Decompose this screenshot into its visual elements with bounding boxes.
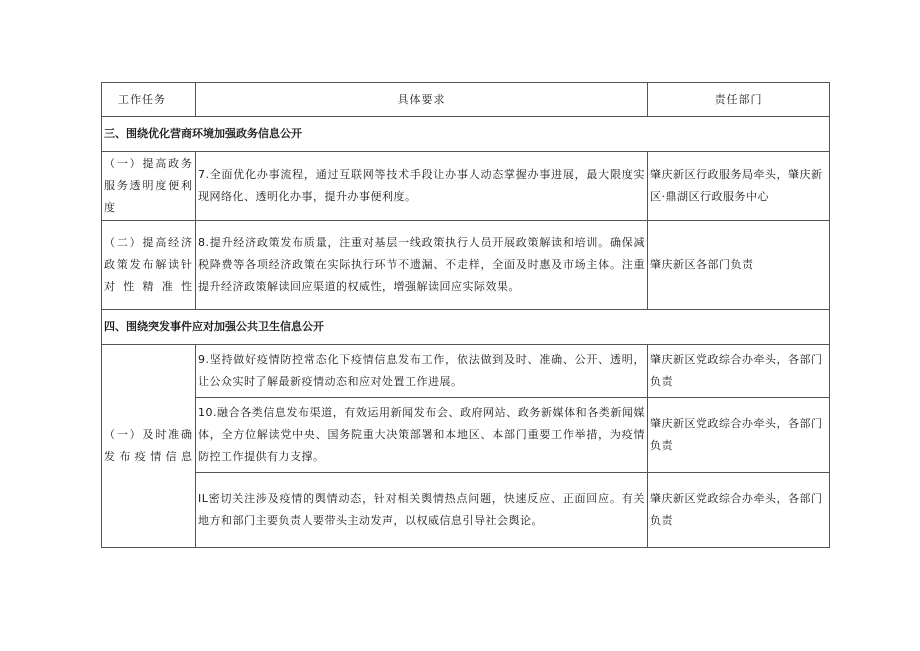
task-cell: （一）提高政务服务透明度便利度 [102, 152, 196, 221]
table-row [102, 398, 830, 473]
requirement-cell: 7.全面优化办事流程，通过互联网等技术手段让办事人动态掌握办事进展，最大限度实现网络化、透明化办事，提升办事便利度。 [196, 152, 648, 221]
header-department: 责任部门 [648, 83, 830, 117]
requirement-cell: 10.融合各类信息发布渠道，有效运用新闻发布会、政府网站、政务新媒体和各类新闻媒体，全方位解读党中央、国务院重大决策部署和本地区、本部门重要工作举措，为疫情防控工作提供有力支撑。 [196, 398, 648, 473]
section-title: 三、围绕优化营商环境加强政务信息公开 [102, 117, 830, 152]
table-header-row [102, 83, 830, 117]
task-table [101, 82, 830, 548]
header-requirement: 具体要求 [196, 83, 648, 117]
section-title: 四、围绕突发事件应对加强公共卫生信息公开 [102, 310, 830, 345]
department-cell: 肇庆新区行政服务局牵头，肇庆新区·鼎湖区行政服务中心 [648, 152, 830, 221]
section-row [102, 117, 830, 152]
department-cell: 肇庆新区党政综合办牵头，各部门负责 [648, 345, 830, 398]
requirement-cell: 9.坚持做好疫情防控常态化下疫情信息发布工作，依法做到及时、准确、公开、透明，让公众实时了解最新疫情动态和应对处置工作进展。 [196, 345, 648, 398]
section-row [102, 310, 830, 345]
department-cell: 肇庆新区党政综合办牵头，各部门负责 [648, 398, 830, 473]
table-row [102, 221, 830, 310]
requirement-cell: IL密切关注涉及疫情的舆情动态，针对相关舆情热点问题，快速反应、正面回应。有关地方和部门主要负责人要带头主动发声，以权威信息引导社会舆论。 [196, 473, 648, 548]
department-cell: 肇庆新区各部门负责 [648, 221, 830, 310]
table-row [102, 345, 830, 398]
requirement-cell: 8.提升经济政策发布质量，注重对基层一线政策执行人员开展政策解读和培训。确保减税降费等各项经济政策在实际执行环节不遗漏、不走样，全面及时惠及市场主体。注重提升经济政策解读回应渠道的权威性，增强解读回应实际效果。 [196, 221, 648, 310]
department-cell: 肇庆新区党政综合办牵头，各部门负责 [648, 473, 830, 548]
table-row [102, 473, 830, 548]
task-cell: （二）提高经济政策发布解读针对性精准性 [102, 221, 196, 310]
header-task: 工作任务 [102, 83, 196, 117]
task-cell: （一）及时准确发布疫情信息 [102, 345, 196, 548]
table-row [102, 152, 830, 221]
